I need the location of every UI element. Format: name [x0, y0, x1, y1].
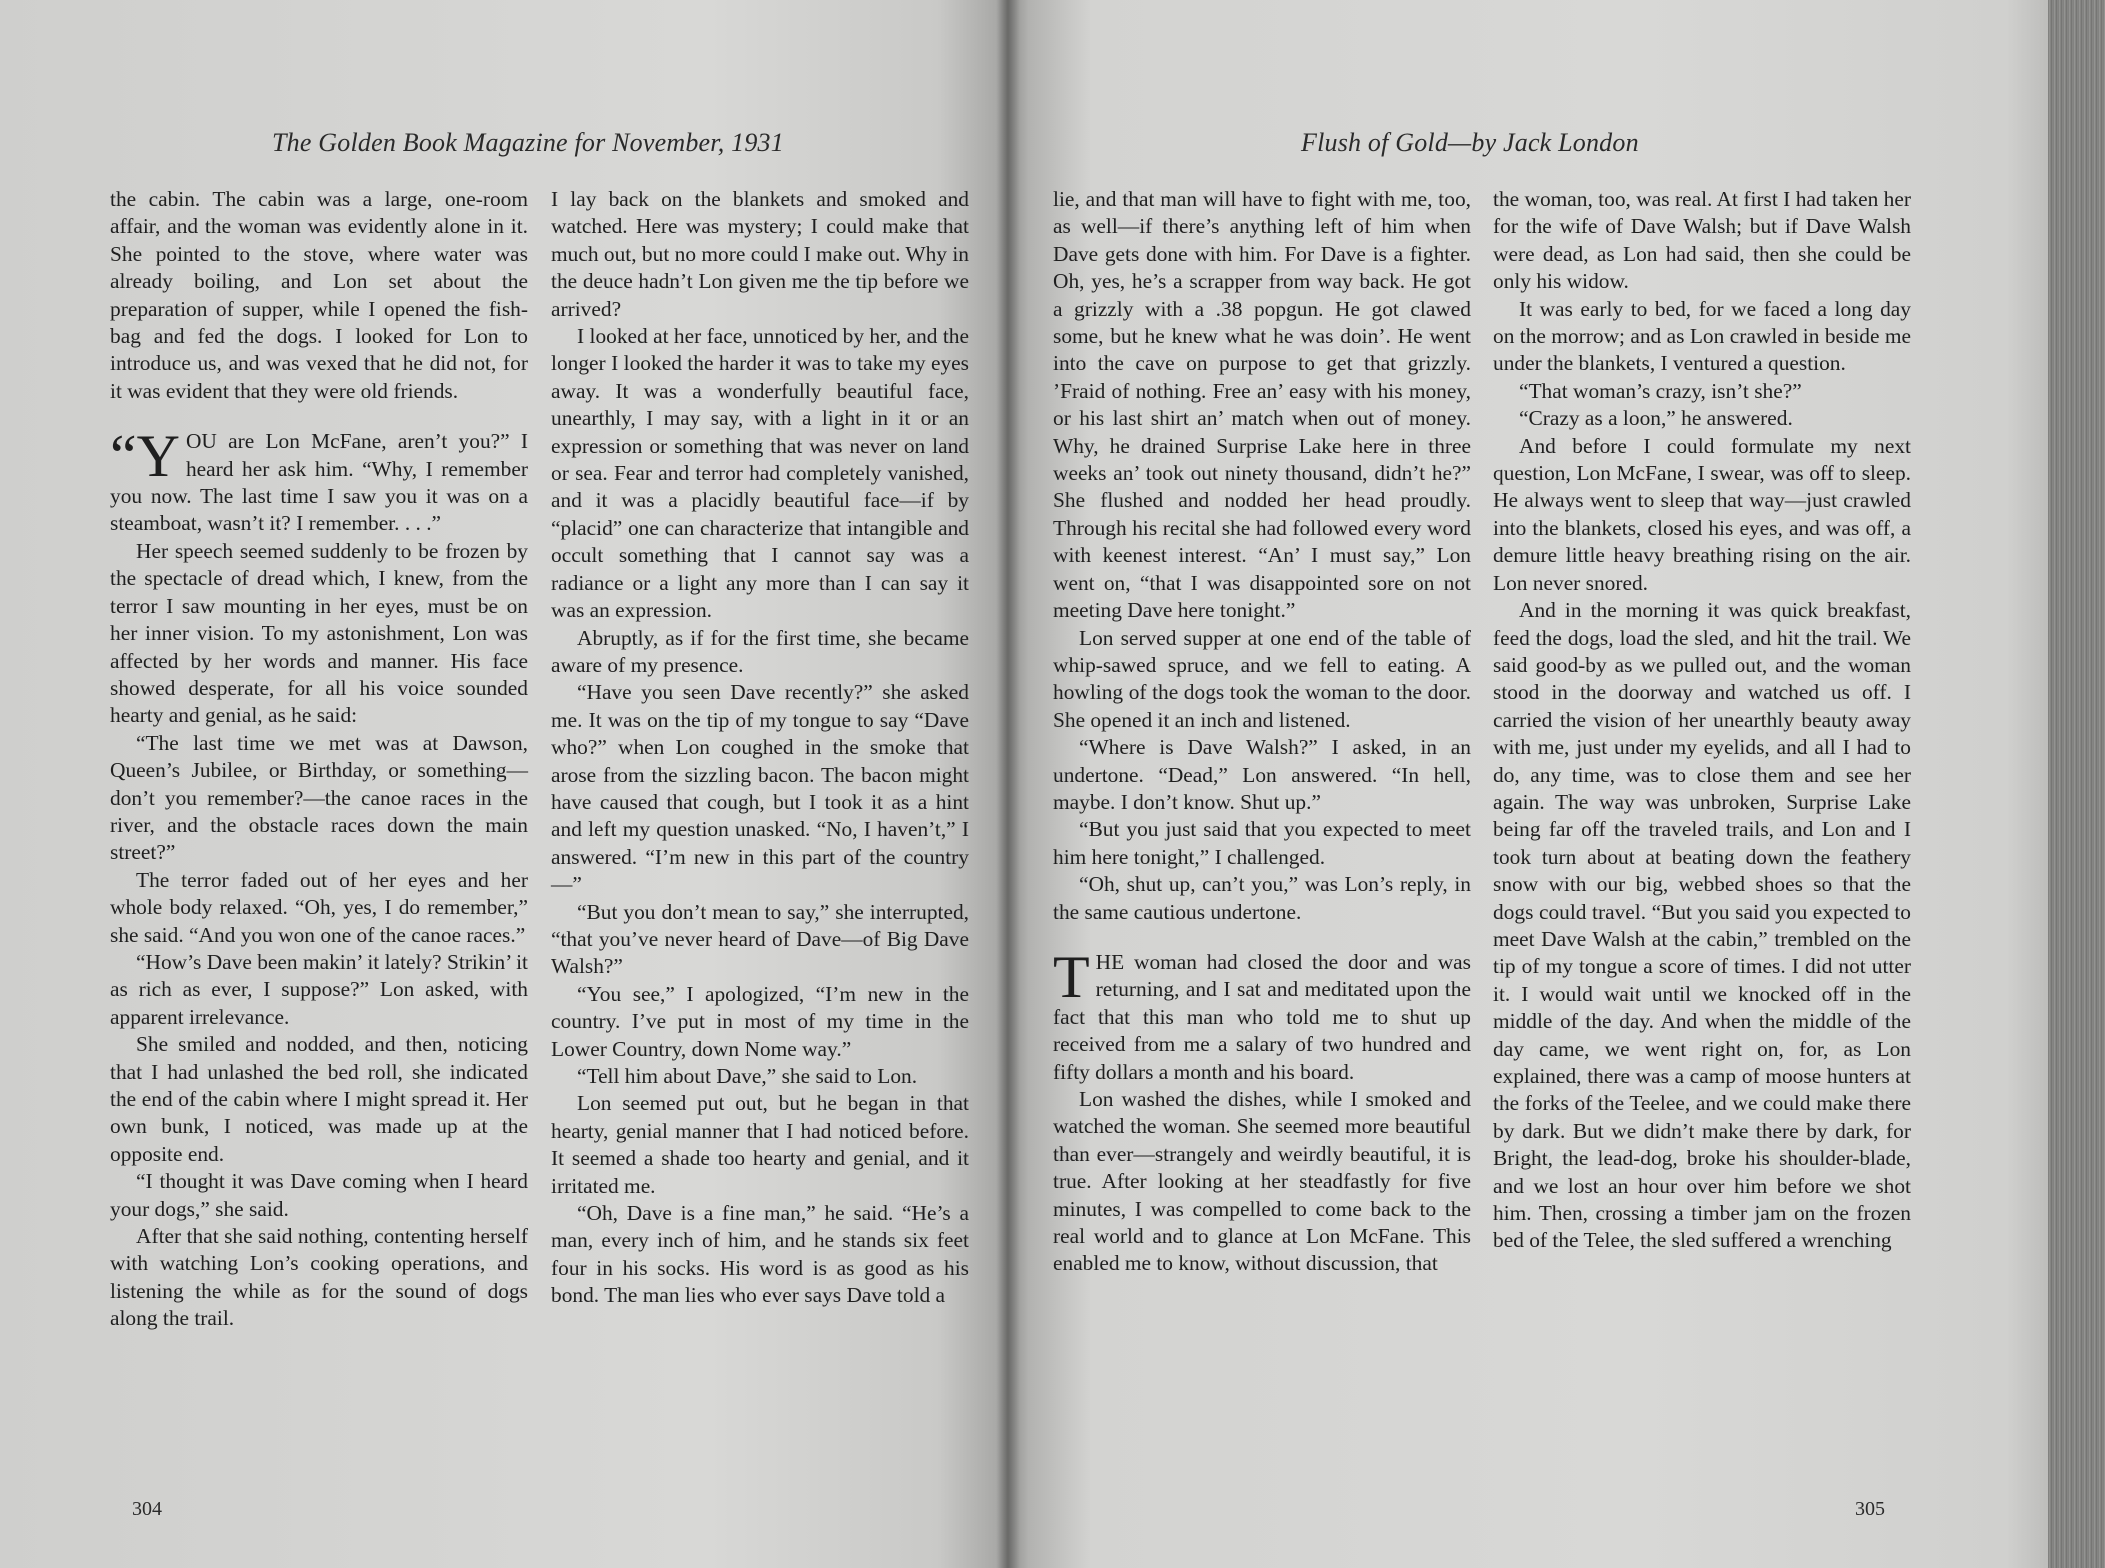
paragraph: the cabin. The cabin was a large, one-room affair, and the woman was evidently alone in it. She pointed to the stove, where water was already boiling, and Lon set about the preparation of supper, while I opened the fish-bag and fed the dogs. I looked for Lon to introduce us, and was vexed that he did not, for it was evident that they were old friends. — [110, 187, 528, 403]
binding-gutter — [996, 0, 1020, 1568]
paragraph: “I thought it was Dave coming when I heard your dogs,” she said. — [110, 1169, 528, 1221]
paragraph: “Oh, Dave is a fine man,” he said. “He’s a man, every inch of him, and he stands six feet four in his socks. His word is as good as his bond. The man lies who ever says Dave told a — [551, 1201, 969, 1308]
drop-cap: T — [1053, 943, 1090, 1010]
left-page — [0, 0, 1008, 1568]
paragraph: Lon washed the dishes, while I smoked and watched the woman. She seemed more beautiful than ever—strangely and weirdly beautiful, it is true. After looking at her steadfastly for five minutes, I was compelled to come back to the real world and to glance at Lon McFane. This enabled me to know, without discussion, that — [1053, 1087, 1471, 1276]
paragraph: lie, and that man will have to fight with me, too, as well—if there’s anything left of him when Dave gets done with him. For Dave is a fighter. Oh, yes, he’s a scrapper from way back. He got a grizzly with a .38 popgun. He got clawed some, but he knew what he was doin’. He went into the cave on purpose to get that grizzly. ’Fraid of nothing. Free an’ easy with his money, or his last shirt an’ match when out of money. Why, he drained Surprise Lake here in three weeks an’ took out ninety thousand, didn’t he?” She flushed and nodded her head proudly. Through his recital she had followed every word with keenest interest. “An’ I must say,” Lon went on, “that I was disappointed sore on not meeting Dave here tonight.” — [1053, 187, 1471, 623]
paragraph: She smiled and nodded, and then, noticing that I had unlashed the bed roll, she indicated the end of the cabin where I might spread it. Her own bunk, I noticed, was made up at the opposite end. — [110, 1032, 528, 1166]
left-running-head: The Golden Book Magazine for November, 1931 — [272, 128, 784, 157]
paragraph: “That woman’s crazy, isn’t she?” — [1519, 378, 1802, 403]
paragraph: “Have you seen Dave recently?” she asked me. It was on the tip of my tongue to say “Dave who?” when Lon coughed in the smoke that arose from the sizzling bacon. The bacon might have caused that cough, but I took it as a hint and left my question unasked. “No, I haven’t,” I answered. “I’m new in this part of the country—” — [551, 680, 969, 897]
paragraph: After that she said nothing, contenting herself with watching Lon’s cooking operations, and listening the while as for the sound of dogs along the trail. — [110, 1224, 528, 1331]
paragraph: Her speech seemed suddenly to be frozen by the spectacle of dread which, I knew, from the terror I saw mounting in her eyes, must be on her inner vision. To my astonishment, Lon was affected by her words and manner. His face showed desperate, for all his voice sounded hearty and genial, as he said: — [110, 538, 528, 728]
page-edges — [2048, 0, 2105, 1568]
paragraph-dropcap: THE woman had closed the door and was returning, and I sat and meditated upon the fact that this man who told me to shut up received from me a salary of two hundred and fifty dollars a month and his board. — [1053, 943, 1471, 1084]
left-column-1 — [110, 186, 528, 1333]
paragraph: “How’s Dave been makin’ it lately? Strikin’ it as rich as ever, I suppose?” Lon asked, with apparent irrelevance. — [110, 949, 528, 1029]
right-page — [1008, 0, 2048, 1568]
paragraph: I lay back on the blankets and smoked and watched. Here was mystery; I could make that much out, but no more could I make out. Why in the deuce hadn’t Lon given me the tip before we arrived? — [551, 187, 969, 321]
paragraph: Lon seemed put out, but he began in that hearty, genial manner that I had noticed before. It seemed a shade too hearty and genial, and it irritated me. — [551, 1091, 969, 1198]
paragraph: “Where is Dave Walsh?” I asked, in an undertone. “Dead,” Lon answered. “In hell, maybe. I don’t know. Shut up.” — [1053, 735, 1471, 814]
paragraph: “But you don’t mean to say,” she interrupted, “that you’ve never heard of Dave—of Big Dave Walsh?” — [551, 899, 969, 979]
left-column-2 — [551, 186, 969, 1310]
paragraph: And before I could formulate my next question, Lon McFane, I swear, was off to sleep. He always went to sleep that way—just crawled into the blankets, closed his eyes, and was off, a demure little heavy breathing rising on the air. Lon never snored. — [1493, 433, 1911, 595]
drop-cap: “Y — [110, 423, 180, 490]
right-column-2 — [1493, 186, 1911, 1255]
paragraph: I looked at her face, unnoticed by her, and the longer I looked the harder it was to take my eyes away. It was a wonderfully beautiful face, unearthly, I may say, with a light in it or an expression or something that was never on land or sea. Fear and terror had completely vanished, and it was a placidly beautiful face—if by “placid” one can characterize that intangible and occult something that I cannot say was a radiance or a light any more than I can say it was an expression. — [551, 324, 969, 623]
paragraph: the woman, too, was real. At first I had taken her for the wife of Dave Walsh; but if Dave Walsh were dead, as Lon had said, then she could be only his widow. — [1493, 187, 1911, 294]
paragraph: Lon served supper at one end of the table of whip-sawed spruce, and we fell to eating. A howling of the dogs took the woman to the door. She opened it an inch and listened. — [1053, 625, 1471, 732]
paragraph: And in the morning it was quick breakfast, feed the dogs, load the sled, and hit the trail. We said good-by as we pulled out, and the woman stood in the doorway and watched us off. I carried the vision of her unearthly beauty away with me, just under my eyelids, and all I had to do, any time, was to close them and see her again. The way was unbroken, Surprise Lake being far off the traveled trails, and Lon and I took turn about at beating down the feathery snow with our big, webbed shoes so that the dogs could travel. “But you said you expected to meet Dave Walsh at the cabin,” trembled on the tip of my tongue a score of times. I did not utter it. I would wait until we knocked off in the middle of the day. And when the middle of the day came, we went right on, for, as Lon explained, there was a camp of moose hunters at the forks of the Teelee, and we could make there by dark. But we didn’t make there by dark, for Bright, the lead-dog, broke his shoulder-blade, and we lost an hour over him before we shot him. Then, crossing a timber jam on the frozen bed of the Telee, the sled suffered a wrenching — [1493, 598, 1911, 1253]
right-running-head: Flush of Gold—by Jack London — [1301, 128, 1639, 157]
paragraph: “Crazy as a loon,” he answered. — [1519, 406, 1793, 431]
right-page-number: 305 — [1855, 1498, 1885, 1520]
paragraph: “You see,” I apologized, “I’m new in the country. I’ve put in most of my time in the Lower Country, down Nome way.” — [551, 981, 969, 1061]
paragraph-dropcap: “Y OU are Lon McFane, aren’t you?” I heard her ask him. “Why, I remember you now. The last time I saw you it was on a steamboat, wasn’t it? I remember. . . .” — [110, 423, 528, 536]
paragraph: It was early to bed, for we faced a long day on the morrow; and as Lon crawled in beside me under the blankets, I ventured a question. — [1493, 296, 1911, 376]
paragraph: “Oh, shut up, can’t you,” was Lon’s reply, in the same cautious undertone. — [1053, 872, 1471, 924]
paragraph: The terror faded out of her eyes and her whole body relaxed. “Oh, yes, I do remember,” she said. “And you won one of the canoe races.” — [110, 867, 528, 947]
right-column-1 — [1053, 186, 1471, 1278]
paragraph: “Tell him about Dave,” she said to Lon. — [577, 1064, 918, 1088]
left-page-number: 304 — [132, 1498, 162, 1520]
paragraph: Abruptly, as if for the first time, she became aware of my presence. — [551, 625, 969, 677]
paragraph: “But you just said that you expected to meet him here tonight,” I challenged. — [1053, 817, 1471, 869]
paragraph: “The last time we met was at Dawson, Queen’s Jubilee, or Birthday, or something—don’t you remember?—the canoe races in the river, and the obstacle races down the main street?” — [110, 730, 528, 865]
